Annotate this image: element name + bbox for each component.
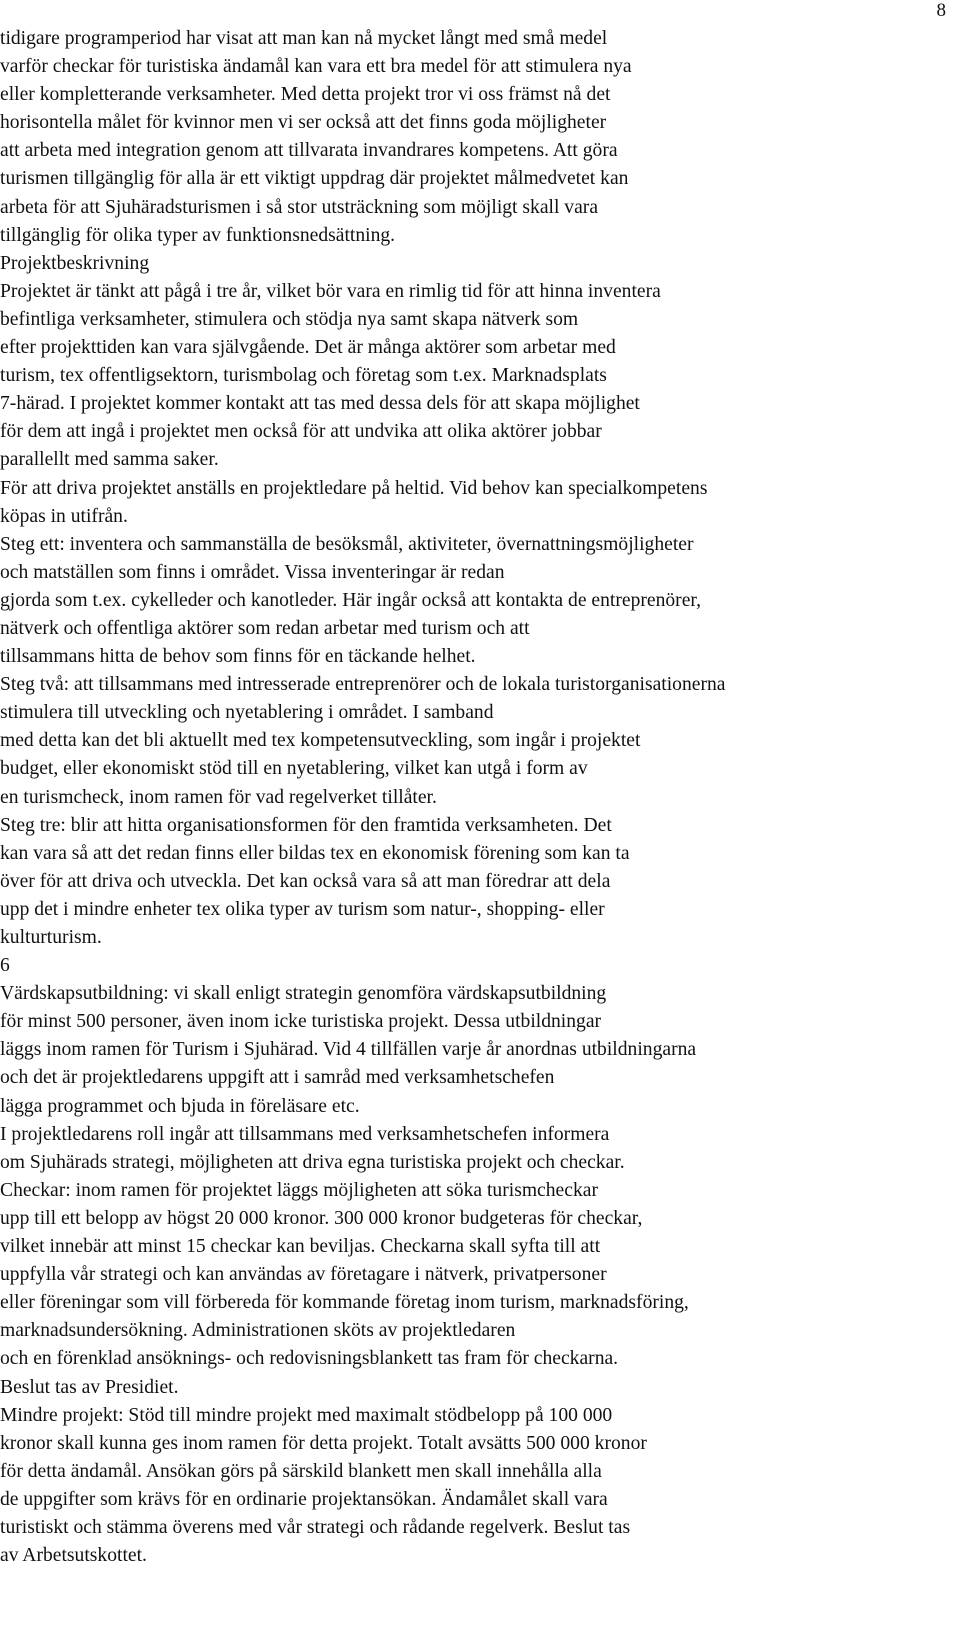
text-line: kulturturism. (0, 927, 102, 948)
text-line: eller kompletterande verksamheter. Med detta projekt tror vi oss främst nå det (0, 84, 611, 106)
text-line: Värdskapsutbildning: vi skall enligt strategin genomföra värdskapsutbildning (0, 983, 607, 1005)
text-line: För att driva projektet anställs en projektledare på heltid. Vid behov kan specialkompetens (0, 477, 708, 499)
text-line: Projektet är tänkt att pågå i tre år, vilket bör vara en rimlig tid för att hinna inventera (0, 280, 661, 302)
text-line: turism, tex offentligsektorn, turismbolag och företag som t.ex. Marknadsplats (0, 365, 607, 387)
text-line: lägga programmet och bjuda in föreläsare etc. (0, 1095, 360, 1117)
text-line: marknadsundersökning. Administrationen sköts av projektledaren (0, 1320, 516, 1342)
text-line: uppfylla vår strategi och kan användas av företagare i nätverk, privatpersoner (0, 1264, 607, 1286)
text-line: parallellt med samma saker. (0, 449, 219, 471)
text-line: varför checkar för turistiska ändamål kan vara ett bra medel för att stimulera nya (0, 56, 632, 78)
text-line: budget, eller ekonomiskt stöd till en nyetablering, vilket kan utgå i form av (0, 758, 588, 780)
text-line: att arbeta med integration genom att tillvarata invandrares kompetens. Att göra (0, 140, 618, 162)
text-line: 7-härad. I projektet kommer kontakt att tas med dessa dels för att skapa möjlighet (0, 393, 640, 415)
text-line: läggs inom ramen för Turism i Sjuhärad. Vid 4 tillfällen varje år anordnas utbildningarna (0, 1039, 697, 1061)
body-text (0, 25, 955, 1570)
text-line: gjorda som t.ex. cykelleder och kanotleder. Här ingår också att kontakta de entreprenörer, (0, 589, 702, 611)
text-line: upp det i mindre enheter tex olika typer av turism som natur-, shopping- eller (0, 898, 605, 920)
text-line: vilket innebär att minst 15 checkar kan beviljas. Checkarna skall syfta till att (0, 1236, 601, 1258)
text-line: köpas in utifrån. (0, 505, 128, 527)
text-line: Steg två: att tillsammans med intresserade entreprenörer och de lokala turistorganisationerna (0, 674, 726, 696)
text-line: Beslut tas av Presidiet. (0, 1376, 179, 1398)
text-line: tidigare programperiod har visat att man kan nå mycket långt med små medel (0, 28, 608, 49)
text-line: de uppgifter som krävs för en ordinarie projektansökan. Ändamålet skall vara (0, 1488, 608, 1510)
text-line: nätverk och offentliga aktörer som redan arbetar med turism och att (0, 617, 530, 639)
text-line: efter projekttiden kan vara självgående. Det är många aktörer som arbetar med (0, 337, 616, 359)
text-line: med detta kan det bli aktuellt med tex kompetensutveckling, som ingår i projektet (0, 730, 641, 752)
text-line: för detta ändamål. Ansökan görs på särskild blankett men skall innehålla alla (0, 1460, 602, 1482)
text-line: för dem att ingå i projektet men också för att undvika att olika aktörer jobbar (0, 421, 602, 443)
text-line: upp till ett belopp av högst 20 000 kronor. 300 000 kronor budgeteras för checkar, (0, 1207, 643, 1229)
page-number: 8 (936, 0, 946, 21)
text-line: eller föreningar som vill förbereda för kommande företag inom turism, marknadsföring, (0, 1292, 689, 1314)
text-line: kronor skall kunna ges inom ramen för detta projekt. Totalt avsätts 500 000 kronor (0, 1432, 647, 1454)
text-line: arbeta för att Sjuhäradsturismen i så stor utsträckning som möjligt skall vara (0, 196, 599, 218)
text-line: för minst 500 personer, även inom icke turistiska projekt. Dessa utbildningar (0, 1011, 602, 1033)
text-line: Checkar: inom ramen för projektet läggs möjligheten att söka turismcheckar (0, 1179, 598, 1201)
text-line: och det är projektledarens uppgift att i samråd med verksamhetschefen (0, 1067, 555, 1089)
text-line: befintliga verksamheter, stimulera och stödja nya samt skapa nätverk som (0, 308, 579, 330)
text-line: I projektledarens roll ingår att tillsammans med verksamhetschefen informera (0, 1123, 610, 1145)
text-line: av Arbetsutskottet. (0, 1545, 147, 1567)
text-line: en turismcheck, inom ramen för vad regelverket tillåter. (0, 786, 437, 808)
text-line: turismen tillgänglig för alla är ett viktigt uppdrag där projektet målmedvetet kan (0, 168, 629, 190)
text-line: över för att driva och utveckla. Det kan också vara så att man föredrar att dela (0, 870, 611, 892)
text-line: Projektbeskrivning (0, 252, 150, 274)
text-line: om Sjuhärads strategi, möjligheten att driva egna turistiska projekt och checkar. (0, 1151, 625, 1173)
text-line: tillgänglig för olika typer av funktionsnedsättning. (0, 224, 396, 246)
text-line: och matställen som finns i området. Vissa inventeringar är redan (0, 561, 505, 583)
text-line: horisontella målet för kvinnor men vi ser också att det finns goda möjligheter (0, 112, 607, 134)
text-line: Steg ett: inventera och sammanställa de besöksmål, aktiviteter, övernattningsmöjligheter (0, 533, 694, 555)
text-line: stimulera till utveckling och nyetablering i området. I samband (0, 702, 494, 724)
text-line: tillsammans hitta de behov som finns för en täckande helhet. (0, 646, 476, 668)
text-line: turistiskt och stämma överens med vår strategi och rådande regelverk. Beslut tas (0, 1516, 631, 1538)
text-line: kan vara så att det redan finns eller bildas tex en ekonomisk förening som kan ta (0, 842, 630, 864)
text-line: Steg tre: blir att hitta organisationsformen för den framtida verksamheten. Det (0, 814, 612, 836)
text-line: 6 (0, 955, 10, 977)
text-line: och en förenklad ansöknings- och redovisningsblankett tas fram för checkarna. (0, 1348, 619, 1370)
text-line: Mindre projekt: Stöd till mindre projekt med maximalt stödbelopp på 100 000 (0, 1404, 613, 1426)
